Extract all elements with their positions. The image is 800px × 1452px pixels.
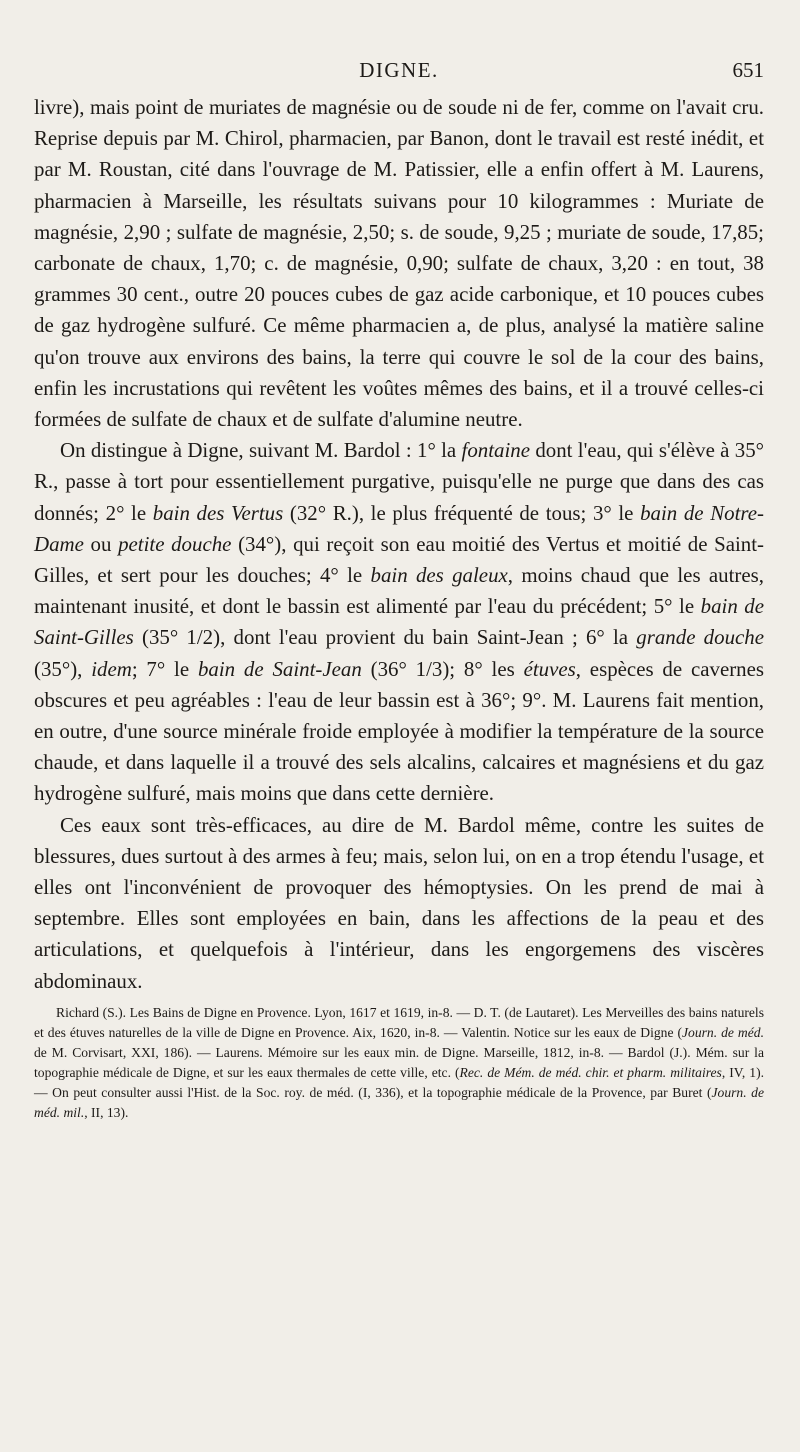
italic-term: étuves: [523, 656, 576, 681]
italic-term: bain des Vertus: [152, 500, 284, 525]
text-run: ; 7° le: [131, 656, 198, 681]
italic-title: Journ. de méd.: [682, 1024, 764, 1040]
text-run: (34°), qui reçoit son eau moitié des Vertus et moitié de Saint-Gilles, et sert pour les douches; 4° le: [34, 531, 765, 588]
body-text: [34, 92, 764, 997]
paragraph-efficacy: Ces eaux sont très-efficaces, au dire de M. Bardol même, contre les suites de blessures, dues surtout à des armes à feu; mais, selon lui, on en a trop étendu l'usage, et elles ont l'inconvénient de provoquer des hémoptysies. On les prend de mai à septembre. Elles sont employées en bain, dans les affections de la peau et des articulations, et quelquefois à l'intérieur, dans les engorgemens des viscères abdominaux.: [34, 812, 764, 993]
italic-term: petite douche: [118, 531, 232, 556]
text-run: dont l'eau, qui s'élève à 35° R., passe à tort pour essentiellement purgative, puisqu'elle ne purge que dans des cas donnés; 2° le: [34, 438, 764, 525]
italic-term: bain des galeux: [370, 563, 508, 588]
text-run: (32° R.), le plus fréquenté de tous; 3° le: [283, 500, 641, 525]
text-run: On distingue à Digne, suivant M. Bardol : 1° la: [60, 438, 462, 463]
italic-title: Rec. de Mém. de méd. chir. et pharm. militaires: [459, 1064, 722, 1080]
italic-term: idem: [91, 656, 132, 681]
italic-title: Journ. de méd. mil.: [34, 1084, 764, 1120]
paragraph-analysis: livre), mais point de muriates de magnésie ou de soude ni de fer, comme on l'avait cru. Reprise depuis par M. Chirol, pharmacien, par Banon, dont le travail est resté inédit, et par M. Roustan, cité dans l'ouvrage de M. Patissier, elle a enfin offert à M. Laurens, pharmacien à Marseille, les résultats suivans pour 10 kilogrammes : Muriate de magnésie, 2,90 ; sulfate de magnésie, 2,50; s. de soude, 9,25 ; muriate de soude, 17,85; carbonate de chaux, 1,70; c. de magnésie, 0,90; sulfate de chaux, 3,20 : en tout, 38 grammes 30 cent., outre 20 pouces cubes de gaz acide carbonique, et 10 pouces cubes de gaz hydrogène sulfuré. Ce même pharmacien a, de plus, analysé la matière saline qu'on trouve aux environs des bains, la terre qui couvre le sol de la cour des bains, enfin les incrustations qui revêtent les voûtes mêmes des bains, et il a trouvé celles-ci formées de sulfate de chaux et de sulfate d'alumine neutre.: [34, 95, 764, 432]
page-number: 651: [732, 58, 764, 82]
page-header: [34, 58, 764, 92]
text-run: (35°),: [34, 656, 92, 681]
italic-term: bain de Saint-Gilles: [34, 594, 764, 650]
text-run: , espèces de cavernes obscures et peu agréables : l'eau de leur bassin est à 36°; 9°. M. Laurens fait mention, en outre, d'une source minérale froide employée à modifier la température de la source chaude, et dans laquelle il a trouvé des sels alcalins, calcaires et magnésiens et du gaz hydrogène sulfuré, mais moins que dans cette dernière.: [34, 656, 765, 806]
text-run: , II, 13).: [84, 1104, 129, 1120]
italic-term: grande douche: [636, 625, 764, 650]
text-run: , moins chaud que les autres, maintenant inusité, et dont le bassin est alimenté par l'eau du précédent; 5° le: [34, 563, 765, 619]
running-head: DIGNE.: [359, 58, 439, 82]
text-run: (35° 1/2), dont l'eau provient du bain Saint-Jean ; 6° la: [133, 625, 637, 650]
bibliography-note: [34, 1003, 764, 1123]
text-run: Richard (S.). Les Bains de Digne en Provence. Lyon, 1617 et 1619, in-8. — D. T. (de Lautaret). Les Merveilles des bains naturels et des étuves naturelles de la ville de Digne en Provence. Aix, 1620, in-8. — Valentin. Notice sur les eaux de Digne (: [34, 1004, 764, 1040]
italic-term: bain de Saint-Jean: [197, 656, 362, 681]
italic-term: fontaine: [461, 438, 530, 463]
text-run: (36° 1/3); 8° les: [361, 656, 524, 681]
text-run: de M. Corvisart, XXI, 186). — Laurens. Mémoire sur les eaux min. de Digne. Marseille, 1812, in-8. — Bardol (J.). Mém. sur la topographie médicale de Digne, et sur les eaux thermales de cette ville, etc. (: [34, 1044, 764, 1080]
text-run: , IV, 1). — On peut consulter aussi l'Hist. de la Soc. roy. de méd. (I, 336), et la topographie médicale de la Provence, par Buret (: [34, 1064, 764, 1100]
italic-term: bain de Notre-Dame: [34, 500, 764, 556]
text-run: ou: [83, 531, 119, 556]
paragraph-sources: [34, 435, 764, 809]
